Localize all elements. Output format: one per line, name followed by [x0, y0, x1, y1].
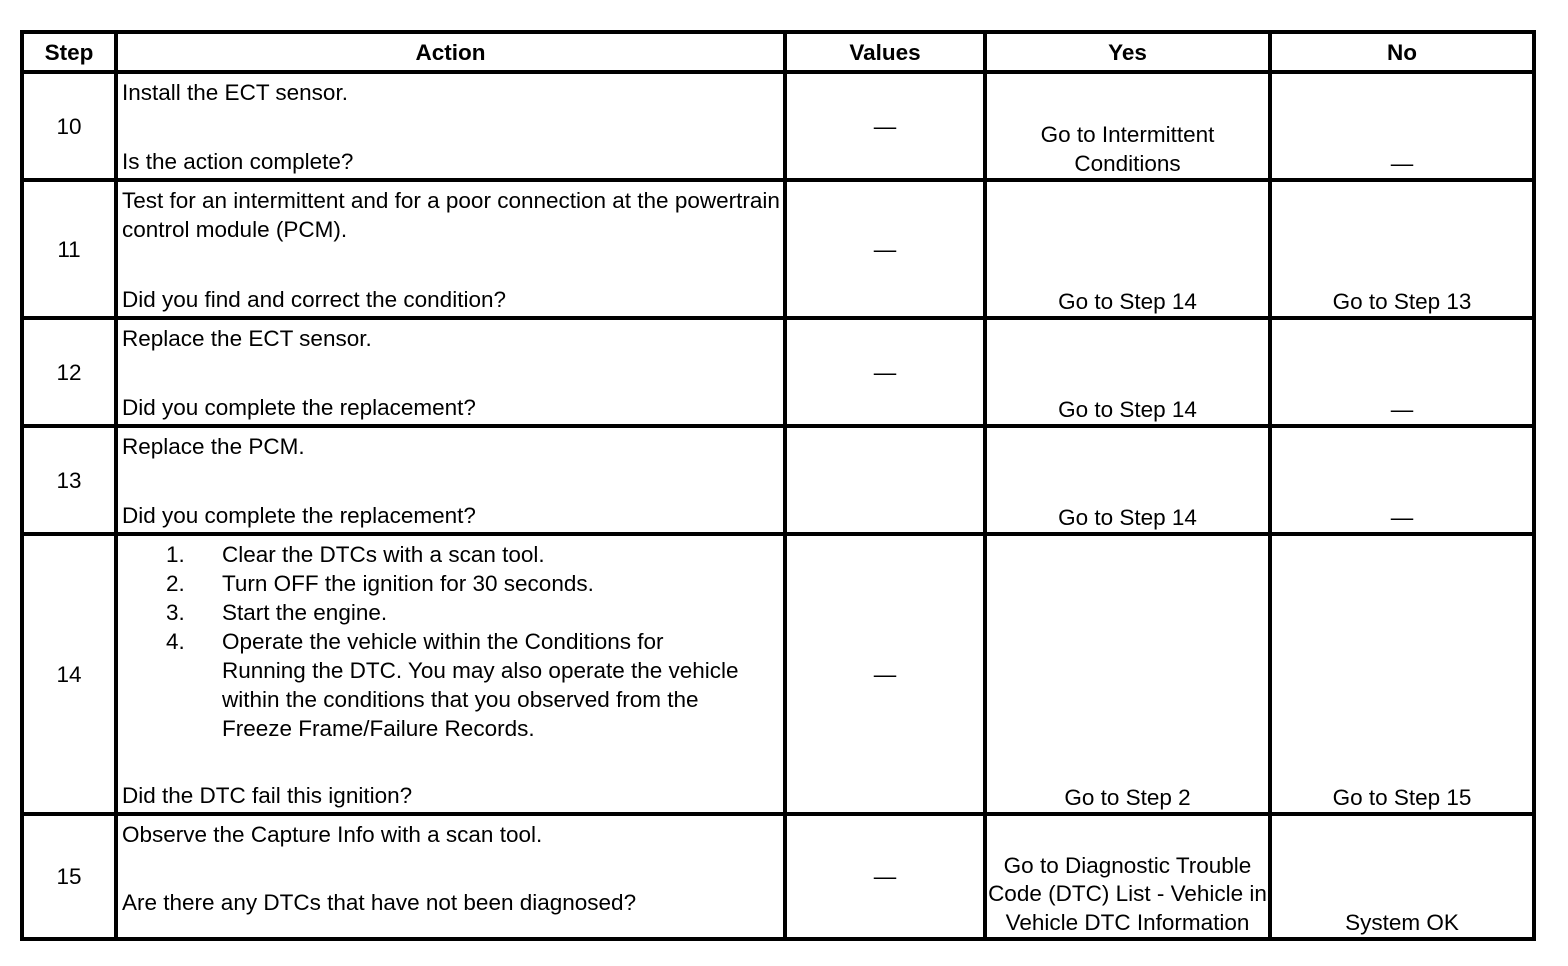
- substep-text: Operate the vehicle within the Conditions for Running the DTC. You may also operate the vehicle within the conditions that you observed from the Freeze Frame/Failure Records.: [222, 629, 739, 741]
- table-row: [22, 318, 1534, 426]
- table-row: [22, 534, 1534, 814]
- list-item: [122, 598, 783, 627]
- yes-cell: Go to Step 2: [985, 534, 1270, 814]
- action-text: Install the ECT sensor.: [122, 80, 348, 105]
- yes-cell: Go to Step 14: [985, 318, 1270, 426]
- table-row: [22, 72, 1534, 180]
- action-cell: [116, 180, 785, 318]
- action-question: Did you complete the replacement?: [122, 395, 476, 420]
- table-row: [22, 426, 1534, 534]
- substep-text: Start the engine.: [222, 600, 388, 625]
- no-cell: —: [1270, 72, 1534, 180]
- header-values: Values: [785, 32, 985, 72]
- action-text: Test for an intermittent and for a poor connection at the powertrain control module (PCM).: [122, 188, 780, 242]
- list-item: [122, 540, 783, 569]
- substep-text: Clear the DTCs with a scan tool.: [222, 542, 545, 567]
- yes-cell: Go to Step 14: [985, 426, 1270, 534]
- no-cell: —: [1270, 318, 1534, 426]
- table-row: [22, 180, 1534, 318]
- action-text: Replace the PCM.: [122, 434, 305, 459]
- values-cell: [785, 426, 985, 534]
- action-text: Observe the Capture Info with a scan tool.: [122, 822, 543, 847]
- no-cell: System OK: [1270, 814, 1534, 939]
- header-row: [22, 32, 1534, 72]
- step-number: 10: [22, 72, 116, 180]
- substep-number: 3.: [166, 600, 185, 625]
- substep-number: 2.: [166, 571, 185, 596]
- step-number: 13: [22, 426, 116, 534]
- list-item: [122, 627, 783, 743]
- action-question: Did you find and correct the condition?: [122, 287, 506, 312]
- list-item: [122, 569, 783, 598]
- action-question: Did the DTC fail this ignition?: [122, 783, 413, 808]
- values-cell: —: [785, 318, 985, 426]
- step-number: 14: [22, 534, 116, 814]
- values-cell: —: [785, 72, 985, 180]
- values-cell: —: [785, 814, 985, 939]
- table-row: [22, 814, 1534, 939]
- yes-cell: Go to Intermittent Conditions: [985, 72, 1270, 180]
- substep-number: 4.: [166, 629, 185, 654]
- action-question: Did you complete the replacement?: [122, 503, 476, 528]
- header-action: Action: [116, 32, 785, 72]
- header-step: Step: [22, 32, 116, 72]
- values-cell: —: [785, 180, 985, 318]
- action-cell: [116, 426, 785, 534]
- action-cell: [116, 814, 785, 939]
- step-number: 15: [22, 814, 116, 939]
- step-number: 12: [22, 318, 116, 426]
- action-question: Is the action complete?: [122, 149, 354, 174]
- action-cell: [116, 534, 785, 814]
- substep-number: 1.: [166, 542, 185, 567]
- action-text: Replace the ECT sensor.: [122, 326, 372, 351]
- action-cell: [116, 318, 785, 426]
- no-cell: Go to Step 13: [1270, 180, 1534, 318]
- diagnostic-steps-table: [20, 30, 1536, 941]
- substep-text: Turn OFF the ignition for 30 seconds.: [222, 571, 594, 596]
- action-question: Are there any DTCs that have not been diagnosed?: [122, 890, 637, 915]
- header-no: No: [1270, 32, 1534, 72]
- diagnostic-table-sheet: [20, 30, 1532, 941]
- step-number: 11: [22, 180, 116, 318]
- no-cell: —: [1270, 426, 1534, 534]
- substep-list: [122, 540, 783, 743]
- yes-cell: Go to Diagnostic Trouble Code (DTC) List - Vehicle in Vehicle DTC Information: [985, 814, 1270, 939]
- yes-cell: Go to Step 14: [985, 180, 1270, 318]
- action-cell: [116, 72, 785, 180]
- header-yes: Yes: [985, 32, 1270, 72]
- no-cell: Go to Step 15: [1270, 534, 1534, 814]
- values-cell: —: [785, 534, 985, 814]
